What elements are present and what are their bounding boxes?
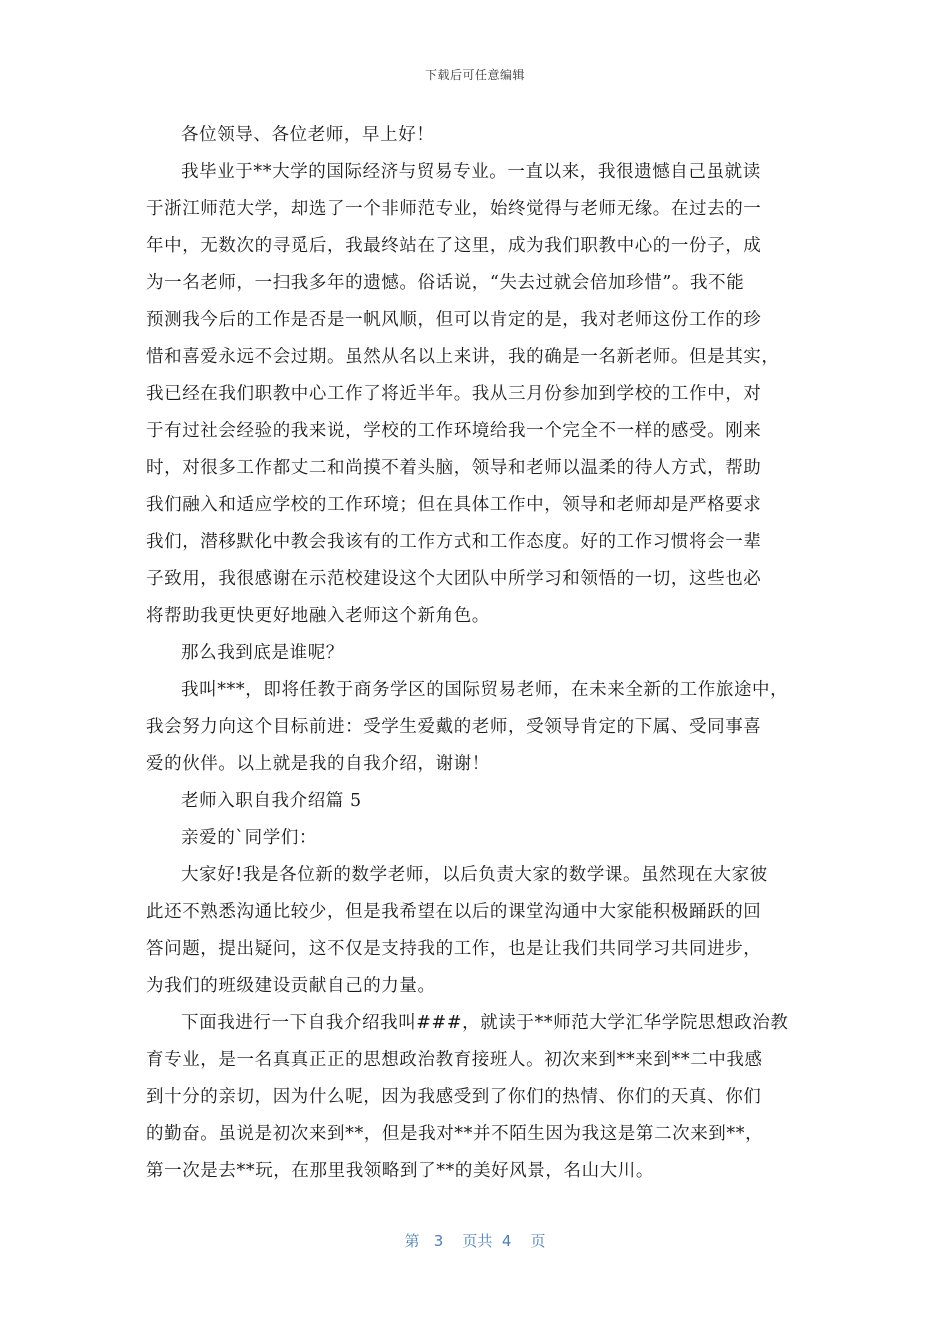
text-line: 第一次是去**玩，在那里我领略到了**的美好风景，名山大川。 (146, 1161, 654, 1181)
text-line: 老师入职自我介绍篇 5 (181, 791, 362, 811)
text-line: 我已经在我们职教中心工作了将近半年。我从三月份参加到学校的工作中，对 (146, 384, 762, 404)
text-line: 将帮助我更快更好地融入老师这个新角色。 (146, 606, 490, 626)
text-line: 亲爱的`同学们： (181, 828, 318, 848)
text-line: 时，对很多工作都丈二和尚摸不着头脑，领导和老师以温柔的待人方式，帮助 (146, 458, 762, 478)
text-line: 此还不熟悉沟通比较少，但是我希望在以后的课堂沟通中大家能积极踊跃的回 (146, 902, 762, 922)
text-line: 于浙江师范大学，却选了一个非师范专业，始终觉得与老师无缘。在过去的一 (146, 199, 762, 219)
text-line: 于有过社会经验的我来说，学校的工作环境给我一个完全不一样的感受。刚来 (146, 421, 762, 441)
text-line: 子致用，我很感谢在示范校建设这个大团队中所学习和领悟的一切，这些也必 (146, 569, 762, 589)
text-line: 为一名老师，一扫我多年的遗憾。俗话说，“失去过就会倍加珍惜”。我不能 (146, 273, 745, 293)
text-line: 我会努力向这个目标前进：受学生爱戴的老师，受领导肯定的下属、受同事喜 (146, 717, 762, 737)
download-note: 下载后可任意编辑 (424, 68, 525, 82)
text-line: 大家好!我是各位新的数学老师，以后负责大家的数学课。虽然现在大家彼 (181, 865, 768, 885)
text-line: 我们，潜移默化中教会我该有的工作方式和工作态度。好的工作习惯将会一辈 (146, 532, 762, 552)
text-line: 到十分的亲切，因为什么呢，因为我感受到了你们的热情、你们的天真、你们 (146, 1087, 762, 1107)
text-line: 答问题，提出疑问，这不仅是支持我的工作，也是让我们共同学习共同进步， (146, 939, 762, 959)
text-line: 的勤奋。虽说是初次来到**，但是我对**并不陌生因为我这是第二次来到**， (146, 1124, 764, 1144)
text-line: 惜和喜爱永远不会过期。虽然从名以上来讲，我的确是一名新老师。但是其实， (146, 347, 780, 367)
text-line: 我们融入和适应学校的工作环境；但在具体工作中，领导和老师却是严格要求 (146, 495, 762, 515)
text-line: 各位领导、各位老师，早上好！ (181, 125, 435, 145)
text-line: 育专业，是一名真真正正的思想政治教育接班人。初次来到**来到**二中我感 (146, 1050, 763, 1070)
text-line: 那么我到底是谁呢？ (181, 643, 344, 663)
text-line: 我毕业于**大学的国际经济与贸易专业。一直以来，我很遗憾自己虽就读 (181, 162, 761, 182)
page-number-footer: 第 3 页共 4 页 (404, 1232, 546, 1250)
text-line: 为我们的班级建设贡献自己的力量。 (146, 976, 436, 996)
text-line: 我叫***，即将任教于商务学区的国际贸易老师，在未来全新的工作旅途中， (181, 680, 789, 700)
document-body (146, 117, 806, 1190)
text-line: 下面我进行一下自我介绍我叫###，就读于**师范大学汇华学院思想政治教 (181, 1013, 789, 1033)
text-line: 爱的伙伴。以上就是我的自我介绍，谢谢！ (146, 754, 490, 774)
text-line: 预测我今后的工作是否是一帆风顺，但可以肯定的是，我对老师这份工作的珍 (146, 310, 762, 330)
text-line: 年中，无数次的寻觅后，我最终站在了这里，成为我们职教中心的一份子，成 (146, 236, 762, 256)
